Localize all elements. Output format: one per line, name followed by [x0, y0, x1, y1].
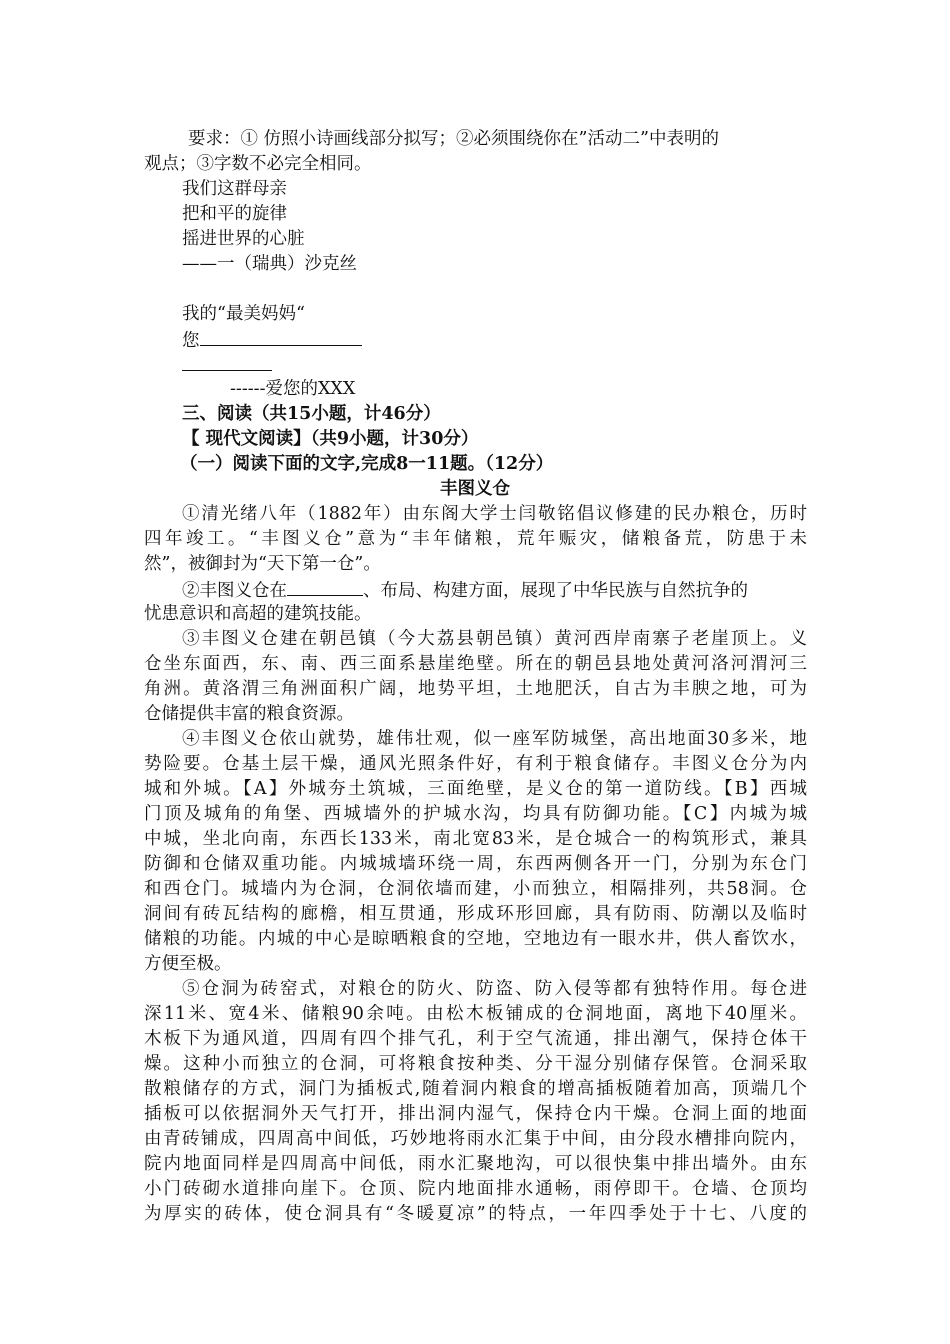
fill-in-blank [287, 577, 363, 596]
imitation-line-2 [182, 352, 272, 378]
article-line: 洞间有砖瓦结构的廊檐，相互贯通，形成环形回廊，具有防雨、防潮以及临时 [144, 904, 807, 924]
article-line: 势险要。仓基土层干燥，通风光照条件好，有利于粮食储存。丰图义仓分为内 [144, 754, 807, 774]
article-line: 然”，被御封为“天下第一仓”。 [144, 554, 381, 574]
article-line: ①清光绪八年（1882年）由东阁大学士闫敬铭倡议修建的民办粮仓，历时 [182, 504, 807, 524]
article-line: 忧患意识和高超的建筑技能。 [144, 604, 372, 624]
article-line: ④丰图义仓依山就势，雄伟壮观，似一座军防城堡，高出地面30多米，地 [182, 729, 807, 749]
subsection-heading: 【 现代文阅读】（共9小题，计30分） [182, 429, 479, 449]
article-line: 和西仓门。城墙内为仓洞，仓洞依墙而建，小而独立，相隔排列，共58洞。仓 [144, 879, 807, 899]
article-line: 由青砖铺成，四周高中间低，巧妙地将雨水汇集于中间，由分段水槽排向院内， [144, 1129, 807, 1149]
article-line: 木板下为通风道，四周有四个排气孔，利于空气流通，排出潮气，保持仓体干 [144, 1029, 807, 1049]
paragraph-continue: 、布局、构建方面，展现了中华民族与自然抗争的 [363, 581, 748, 601]
article-line: 院内地面同样是四周高中间低，雨水汇聚地沟，可以很快集中排出墙外。由东 [144, 1154, 807, 1174]
article-line: 燥。这种小而独立的仓洞，可将粮食按种类、分干湿分别储存保管。仓洞采取 [144, 1054, 807, 1074]
article-line: 储粮的功能。内城的中心是晾晒粮食的空地，空地边有一眼水井，供人畜饮水， [144, 929, 807, 949]
article-line: 四年竣工。“丰图义仓”意为“丰年储粮，荒年赈灾，储粮备荒，防患于未 [144, 529, 807, 549]
section-heading: 三、阅读（共15小题，计46分） [182, 404, 441, 424]
article-line: 门顶及城角的角堡、西城墙外的护城水沟，均具有防御功能。【C】内城为城 [144, 804, 807, 824]
imitation-start: 您 [182, 331, 200, 351]
poem-line: 把和平的旋律 [182, 204, 287, 224]
article-title: 丰图义仓 [440, 479, 510, 499]
poem-line: 我们这群母亲 [182, 179, 287, 199]
article-line: 方便至极。 [144, 954, 232, 974]
article-line: 散粮储存的方式，洞门为插板式,随着洞内粮食的增高插板随着加高，顶端几个 [144, 1079, 807, 1099]
imitation-line [182, 327, 362, 353]
fill-in-blank [200, 327, 362, 346]
article-line: 为厚实的砖体，使仓洞具有“冬暖夏凉”的特点，一年四季处于十七、八度的 [144, 1204, 807, 1224]
poem-line: 摇进世界的心脏 [182, 229, 305, 249]
imitation-signature: ------爱您的XXX [230, 379, 356, 399]
article-line: ⑤仓洞为砖窑式，对粮仓的防火、防盗、防入侵等都有独特作用。每仓进 [182, 979, 807, 999]
article-line: 深11米、宽4米、储粮90余吨。由松木板铺成的仓洞地面，离地下40厘米。 [144, 1004, 807, 1024]
fill-in-blank [182, 352, 272, 371]
requirement-line-1: 要求：① 仿照小诗画线部分拟写；②必须围绕你在”活动二”中表明的 [188, 129, 719, 149]
article-line [182, 577, 748, 603]
article-line: 城和外城。【A】外城夯土筑城，三面绝壁，是义仓的第一道防线。【B】西城 [144, 779, 807, 799]
article-line: 插板可以依据洞外天气打开，排出洞内湿气，保持仓内干燥。仓洞上面的地面 [144, 1104, 807, 1124]
article-line: 仓坐东面西，东、南、西三面系悬崖绝壁。所在的朝邑县地处黄河洛河渭河三 [144, 654, 807, 674]
article-line: 防御和仓储双重功能。内城城墙环绕一周，东西两侧各开一门，分别为东仓门 [144, 854, 807, 874]
article-line: 小门砖砌水道排向崖下。仓顶、院内地面排水通畅，雨停即干。仓墙、仓顶均 [144, 1179, 807, 1199]
requirement-line-2: 观点；③字数不必完全相同。 [144, 154, 372, 174]
article-line: ③丰图义仓建在朝邑镇（今大荔县朝邑镇）黄河西岸南寨子老崖顶上。义 [182, 629, 807, 649]
part-heading: （一）阅读下面的文字,完成8一11题。（12分） [180, 454, 554, 474]
paragraph-start: ②丰图义仓在 [182, 581, 287, 601]
poem-author: ——一（瑞典）沙克丝 [182, 254, 357, 274]
imitation-title: 我的“最美妈妈“ [182, 304, 305, 324]
article-line: 中城，坐北向南，东西长133米，南北宽83米，是仓城合一的构筑形式，兼具 [144, 829, 807, 849]
article-line: 角洲。黄洛渭三角洲面积广阔，地势平坦，土地肥沃，自古为丰腴之地，可为 [144, 679, 807, 699]
article-line: 仓储提供丰富的粮食资源。 [144, 704, 354, 724]
